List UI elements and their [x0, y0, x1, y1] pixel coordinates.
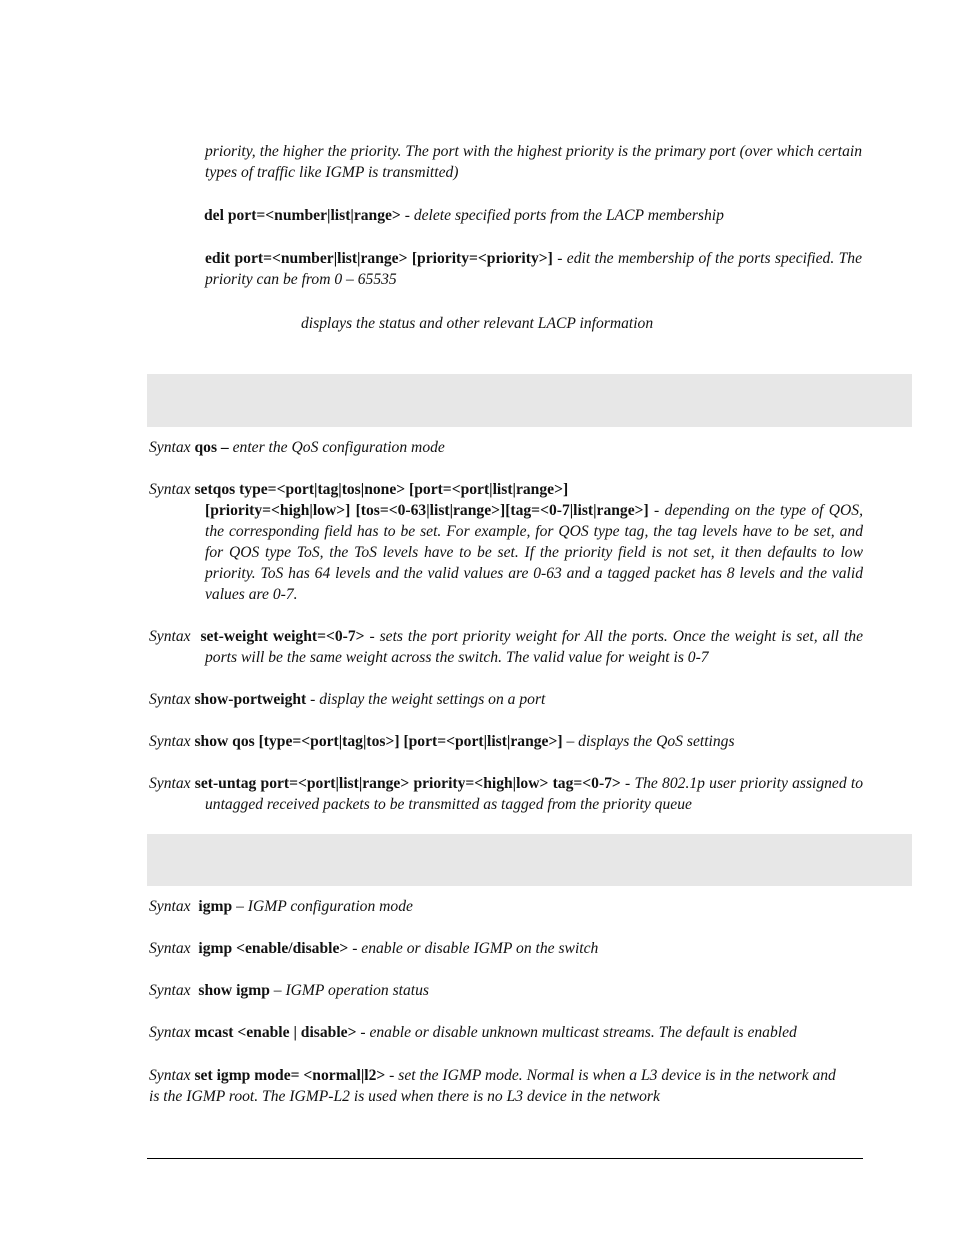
- set-igmp-mode-command: [149, 1065, 839, 1107]
- setqos-continuation: [149, 500, 863, 605]
- set-untag-body: [149, 773, 863, 815]
- section-band-igmp: [147, 834, 912, 886]
- lacp-priority-note: priority, the higher the priority. The port with the highest priority is the primary port (over which certain types of traffic like IGMP is transmitted): [205, 143, 862, 181]
- igmp-command: [149, 896, 863, 917]
- command-text: mcast <enable | disable>: [194, 1024, 357, 1041]
- lacp-del-command: [204, 205, 864, 226]
- show-igmp-command: [149, 980, 863, 1001]
- command-text: set-untag port=<port|list|range> priority=<high|low> tag=<0-7>: [194, 775, 621, 792]
- command-text: igmp <enable/disable>: [198, 940, 349, 957]
- setqos-command: [149, 479, 863, 605]
- show-portweight-command: [149, 689, 863, 710]
- command-description: - display the weight settings on a port: [306, 691, 546, 708]
- command-description: - set the IGMP mode. Normal is when a L3 device is in the network and is the IGMP root. The IGMP-L2 is used when there is no L3 device in the network: [149, 1067, 836, 1105]
- set-untag-command: [149, 773, 863, 815]
- syntax-label: Syntax: [149, 733, 191, 750]
- lacp-edit-command: [205, 248, 862, 290]
- syntax-label: Syntax: [149, 898, 191, 915]
- command-text: del port=<number|list|range>: [204, 207, 401, 224]
- command-text: edit port=<number|list|range> [priority=<priority>]: [205, 250, 553, 267]
- command-description: - enable or disable IGMP on the switch: [348, 940, 599, 957]
- syntax-label: Syntax: [149, 775, 191, 792]
- command-description: – IGMP configuration mode: [232, 898, 413, 915]
- set-weight-command: [149, 626, 863, 668]
- command-text-continued: [priority=<high|low>] [tos=<0-63|list|range>][tag=<0-7|list|range>]: [205, 502, 649, 519]
- set-weight-body: [149, 626, 863, 668]
- syntax-label: Syntax: [149, 940, 191, 957]
- syntax-label: Syntax: [149, 481, 191, 498]
- command-description: - sets the port priority weight for All the ports. Once the weight is set, all the ports will be the same weight across the switch. The valid value for weight is 0-7: [205, 628, 863, 666]
- command-text: show-portweight: [194, 691, 307, 708]
- syntax-label: Syntax: [149, 628, 191, 645]
- syntax-label: Syntax: [149, 439, 191, 456]
- command-text: qos –: [194, 439, 229, 456]
- igmp-enable-command: [149, 938, 863, 959]
- mcast-command: [149, 1022, 863, 1043]
- command-description: – displays the QoS settings: [562, 733, 735, 750]
- command-description: – IGMP operation status: [269, 982, 429, 999]
- syntax-label: Syntax: [149, 691, 191, 708]
- show-qos-command: [149, 731, 863, 752]
- command-text: set-weight weight=<0-7>: [200, 628, 365, 645]
- command-description: - The 802.1p user priority assigned to untagged received packets to be transmitted as tagged from the priority queue: [205, 775, 863, 813]
- command-text: setqos type=<port|tag|tos|none> [port=<port|list|range>]: [194, 481, 569, 498]
- section-band-qos: [147, 374, 912, 427]
- syntax-label: Syntax: [149, 1067, 191, 1084]
- command-description: enter the QoS configuration mode: [228, 439, 445, 456]
- command-description: - enable or disable unknown multicast streams. The default is enabled: [356, 1024, 797, 1041]
- command-text: set igmp mode= <normal|l2>: [194, 1067, 386, 1084]
- qos-command: [149, 437, 863, 458]
- syntax-label: Syntax: [149, 1024, 191, 1041]
- command-description: - edit the membership of the ports specified. The priority can be from 0 – 65535: [205, 250, 862, 288]
- command-description: - depending on the type of QOS, the corresponding field has to be set. For example, for QOS type tag, the tag levels have to be set, and for QOS type ToS, the ToS levels have to be set. If the priority field is not set, it then defaults to low priority. ToS has 64 levels and the valid values are 0-63 and a tagged packet has 8 levels and the valid values are 0-7.: [205, 502, 863, 603]
- lacp-show-description: displays the status and other relevant LACP information: [301, 315, 654, 332]
- syntax-label: Syntax: [149, 982, 191, 999]
- footer-rule: [147, 1158, 863, 1159]
- command-text: show igmp: [198, 982, 270, 999]
- command-description: - delete specified ports from the LACP membership: [400, 207, 724, 224]
- command-text: igmp: [198, 898, 233, 915]
- command-text: show qos [type=<port|tag|tos>] [port=<port|list|range>]: [194, 733, 563, 750]
